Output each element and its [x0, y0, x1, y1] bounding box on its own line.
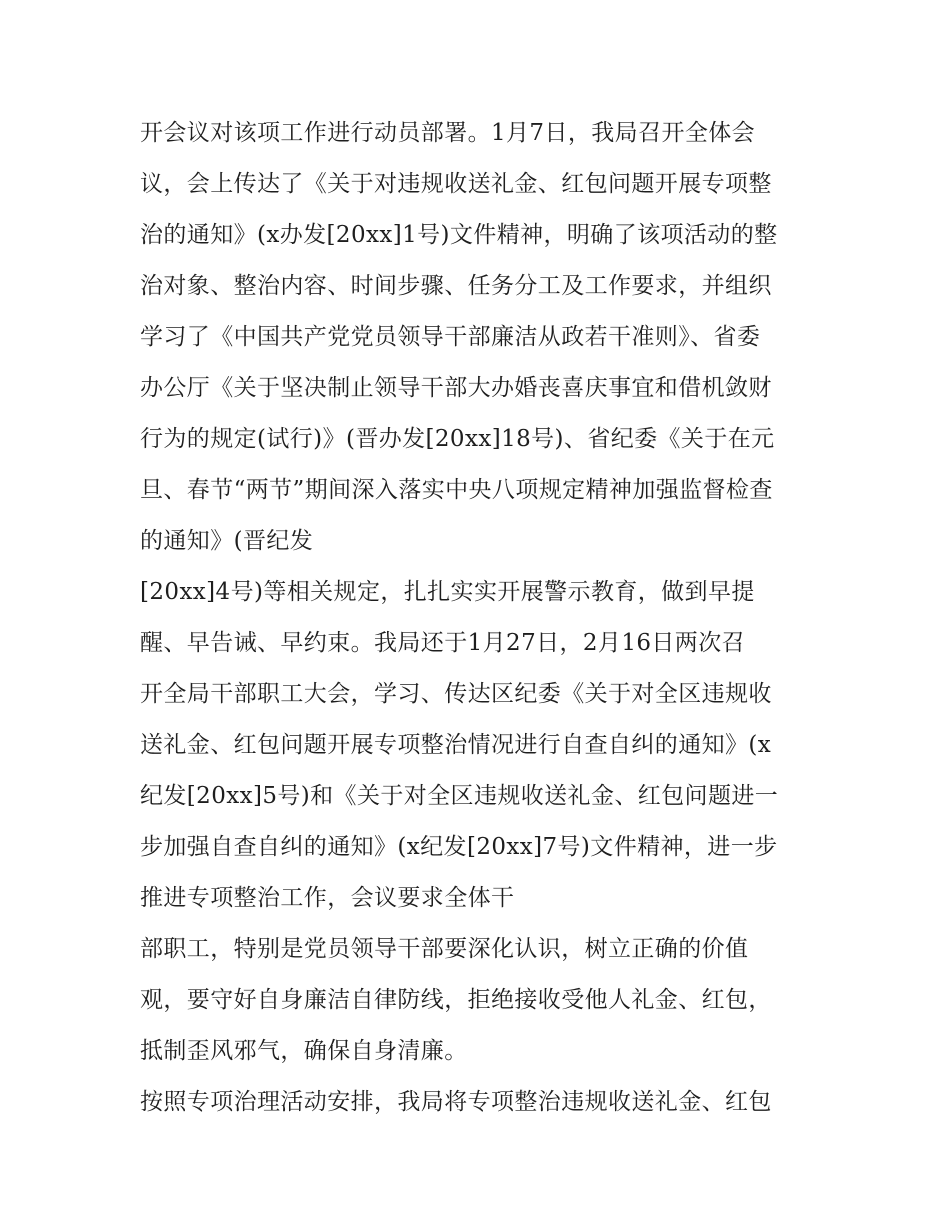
text-line: 按照专项治理活动安排，我局将专项整治违规收送礼金、红包 [140, 1089, 772, 1115]
text-line: 送礼金、红包问题开展专项整治情况进行自查自纠的通知》(x [140, 732, 772, 758]
text-line: 观，要守好自身廉洁自律防线，拒绝接收受他人礼金、红包， [140, 987, 772, 1013]
text-line: 办公厅《关于坚决制止领导干部大办婚丧喜庆事宜和借机敛财 [140, 375, 772, 401]
text-line: [20xx]4号)等相关规定，扎扎实实开展警示教育，做到早提 [140, 579, 755, 605]
text-line: 学习了《中国共产党党员领导干部廉洁从政若干准则》、省委 [140, 324, 761, 350]
text-line: 纪发[20xx]5号)和《关于对全区违规收送礼金、红包问题进一 [140, 783, 779, 809]
text-line: 醒、早告诫、早约束。我局还于1月27日，2月16日两次召 [140, 630, 745, 656]
text-line: 步加强自查自纠的通知》(x纪发[20xx]7号)文件精神，进一步 [140, 834, 778, 860]
text-line: 部职工，特别是党员领导干部要深化认识，树立正确的价值 [140, 936, 749, 962]
document-body [140, 108, 820, 1128]
text-line: 治的通知》(x办发[20xx]1号)文件精神，明确了该项活动的整 [140, 222, 778, 248]
text-line: 开全局干部职工大会，学习、传达区纪委《关于对全区违规收 [140, 681, 772, 707]
text-line: 抵制歪风邪气，确保自身清廉。 [140, 1038, 468, 1064]
text-line: 旦、春节“两节”期间深入落实中央八项规定精神加强监督检查 [140, 477, 773, 503]
text-line: 开会议对该项工作进行动员部署。1月7日，我局召开全体会 [140, 120, 756, 146]
text-line: 推进专项整治工作，会议要求全体干 [140, 885, 515, 911]
text-line: 的通知》(晋纪发 [140, 528, 314, 554]
text-line: 治对象、整治内容、时间步骤、任务分工及工作要求，并组织 [140, 273, 772, 299]
text-line: 行为的规定(试行)》(晋办发[20xx]18号)、省纪委《关于在元 [140, 426, 775, 452]
text-line: 议，会上传达了《关于对违规收送礼金、红包问题开展专项整 [140, 171, 772, 197]
